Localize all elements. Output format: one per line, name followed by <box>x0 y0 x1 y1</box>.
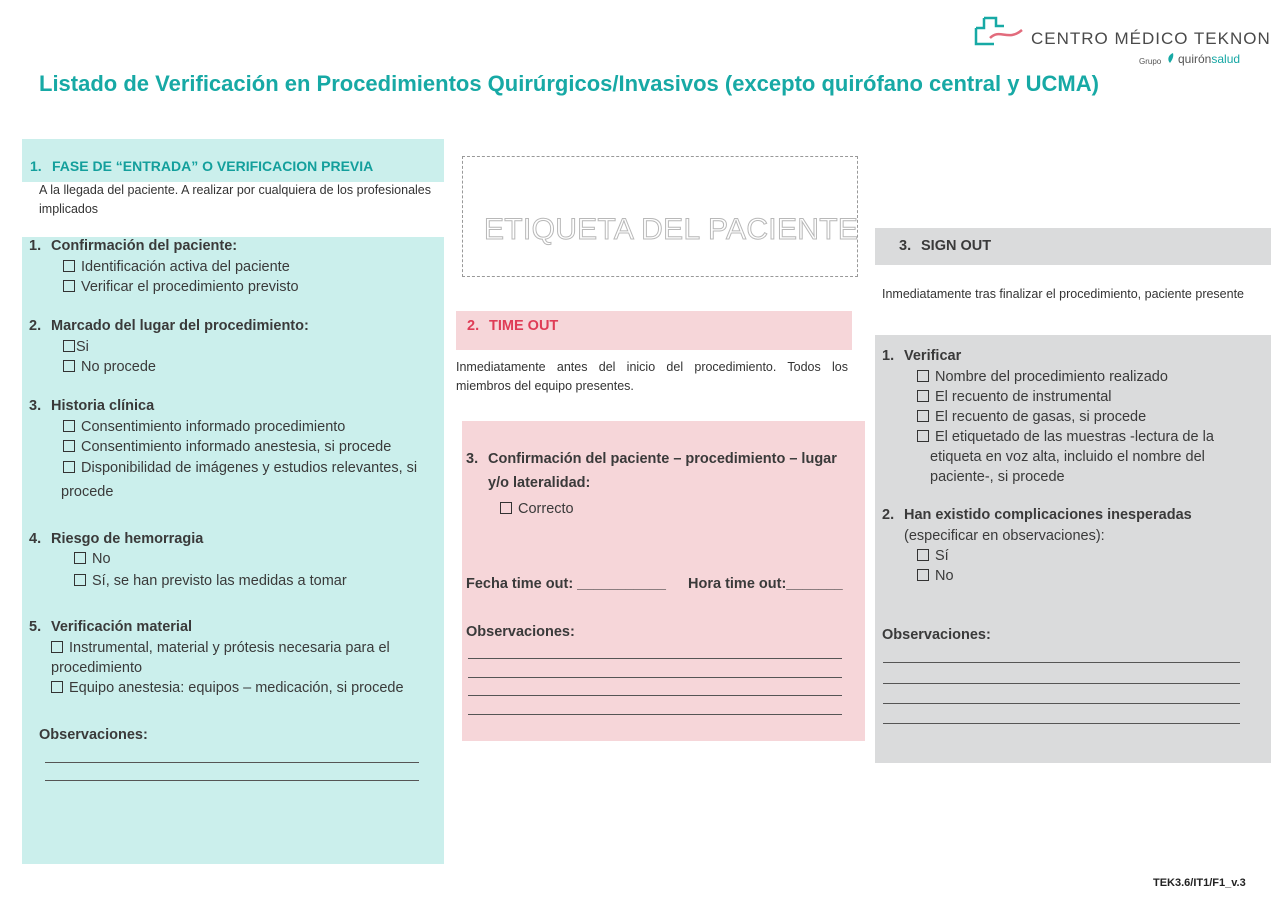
checklist-item-continuation: procedimiento <box>51 660 143 676</box>
checklist-item-label: Si <box>76 339 89 355</box>
checklist-item[interactable] <box>917 566 954 586</box>
observations-line[interactable] <box>468 714 842 715</box>
section-title: Marcado del lugar del procedimiento: <box>51 318 309 334</box>
observations-line[interactable] <box>45 780 419 781</box>
checkbox[interactable] <box>51 641 63 653</box>
observations-line[interactable] <box>883 703 1240 704</box>
checklist-item[interactable] <box>63 277 299 297</box>
phase3-section-heading <box>882 348 961 364</box>
phase1-section-heading <box>29 531 203 547</box>
checklist-item-label: Consentimiento informado procedimiento <box>81 419 346 435</box>
phase3-observations-label: Observaciones: <box>882 627 991 643</box>
checklist-item[interactable] <box>63 417 345 437</box>
section-title: Han existido complicaciones inesperadas <box>904 507 1192 523</box>
section-title: Confirmación del paciente: <box>51 238 238 254</box>
phase1-section-heading <box>29 318 309 334</box>
observations-line[interactable] <box>468 695 842 696</box>
checklist-item[interactable] <box>500 499 574 519</box>
observations-line[interactable] <box>883 723 1240 724</box>
phase3-number: 3. <box>899 238 912 254</box>
checkbox[interactable] <box>917 430 929 442</box>
checklist-item[interactable] <box>51 638 390 658</box>
checklist-item[interactable] <box>917 367 1168 387</box>
phase2-title <box>467 318 558 334</box>
section-number: 2. <box>882 507 895 523</box>
phase1-section-heading <box>29 238 237 254</box>
checklist-item[interactable] <box>63 337 89 357</box>
phase2-section-heading-cont: y/o lateralidad: <box>488 475 591 491</box>
checklist-item-continuation: etiqueta en voz alta, incluido el nombre del <box>930 449 1205 465</box>
checkbox[interactable] <box>74 552 86 564</box>
checklist-item-label: Consentimiento informado anestesia, si procede <box>81 439 392 455</box>
section-title: Riesgo de hemorragia <box>51 531 204 547</box>
checklist-item-continuation: paciente-, si procede <box>930 469 1065 485</box>
checklist-item-label: El etiquetado de las muestras -lectura de la <box>935 429 1214 445</box>
checkbox[interactable] <box>63 420 75 432</box>
checkbox[interactable] <box>917 370 929 382</box>
section-number: 4. <box>29 531 42 547</box>
checkbox[interactable] <box>63 440 75 452</box>
checklist-item-label: No <box>92 551 111 567</box>
phase2-observations-label: Observaciones: <box>466 624 575 640</box>
quironsalud-leaf-icon <box>1166 52 1176 64</box>
phase1-title <box>30 158 373 174</box>
timeout-time-field[interactable]: Hora time out:_______ <box>688 576 843 592</box>
section-number: 5. <box>29 619 42 635</box>
checklist-item[interactable] <box>63 458 417 478</box>
phase3-title <box>899 238 991 254</box>
observations-line[interactable] <box>883 683 1240 684</box>
patient-label-text: ETIQUETA DEL PACIENTE <box>484 213 859 246</box>
checklist-item-label: Nombre del procedimiento realizado <box>935 369 1168 385</box>
phase1-title-text: FASE DE “ENTRADA” O VERIFICACION PREVIA <box>52 158 374 174</box>
checkbox[interactable] <box>917 549 929 561</box>
checklist-item[interactable] <box>917 427 1214 447</box>
checkbox[interactable] <box>63 360 75 372</box>
checkbox[interactable] <box>917 569 929 581</box>
checklist-item-label: Instrumental, material y prótesis necesaria para el <box>69 640 390 656</box>
checkbox[interactable] <box>500 502 512 514</box>
phase3-section-heading <box>882 507 1192 523</box>
checklist-item[interactable] <box>63 257 290 277</box>
phase3-intro: Inmediatamente tras finalizar el procedimiento, paciente presente <box>882 287 1245 301</box>
checklist-item-label: No procede <box>81 359 156 375</box>
checklist-item[interactable] <box>917 546 949 566</box>
group-name-part-b: salud <box>1211 52 1241 66</box>
group-name-part-a: quirón <box>1178 52 1212 66</box>
section-title: Confirmación del paciente – procedimiento – lugar <box>488 451 837 467</box>
page-title: Listado de Verificación en Procedimientos Quirúrgicos/Invasivos (excepto quirófano central y UCMA) <box>39 71 1099 96</box>
checkbox[interactable] <box>917 390 929 402</box>
checkbox[interactable] <box>63 280 75 292</box>
checklist-item-label: Verificar el procedimiento previsto <box>81 279 299 295</box>
group-name <box>1178 52 1240 66</box>
document-code: TEK3.6/IT1/F1_v.3 <box>1153 877 1246 889</box>
section-number: 3. <box>466 451 479 467</box>
phase3-section-heading-cont: (especificar en observaciones): <box>904 528 1105 544</box>
checkbox[interactable] <box>63 340 75 352</box>
section-title: Historia clínica <box>51 398 155 414</box>
checklist-item-label: No <box>935 568 954 584</box>
section-number: 1. <box>29 238 42 254</box>
section-number: 3. <box>29 398 42 414</box>
checklist-item-label: Equipo anestesia: equipos – medicación, si procede <box>69 680 404 696</box>
checklist-item[interactable] <box>51 678 404 698</box>
group-label: Grupo <box>1139 57 1162 66</box>
checklist-item[interactable] <box>74 549 111 569</box>
section-number: 1. <box>882 348 895 364</box>
phase2-intro: Inmediatamente antes del inicio del procedimiento. Todos los miembros del equipo presentes. <box>456 360 848 393</box>
checklist-item[interactable] <box>917 387 1112 407</box>
checklist-item-continuation: procede <box>61 484 114 500</box>
phase1-section-heading <box>29 619 192 635</box>
checkbox[interactable] <box>74 574 86 586</box>
phase1-intro: A la llegada del paciente. A realizar por cualquiera de los profesionales implicados <box>39 183 431 216</box>
phase1-number: 1. <box>30 158 42 174</box>
checklist-item-label: Sí, se han previsto las medidas a tomar <box>92 573 347 589</box>
checklist-item-label: El recuento de gasas, si procede <box>935 409 1147 425</box>
phase1-observations-label: Observaciones: <box>39 727 148 743</box>
observations-line[interactable] <box>468 677 842 678</box>
phase2-section-heading <box>466 451 837 467</box>
checkbox[interactable] <box>917 410 929 422</box>
checklist-item-label: El recuento de instrumental <box>935 389 1112 405</box>
checklist-item-label: Correcto <box>518 501 574 517</box>
phase1-section-heading <box>29 398 154 414</box>
checklist-item[interactable] <box>74 571 347 591</box>
checklist-item-label: Sí <box>935 548 949 564</box>
checklist-item-label: Disponibilidad de imágenes y estudios relevantes, si <box>81 460 418 476</box>
checklist-item[interactable] <box>63 437 391 457</box>
checklist-item-label: Identificación activa del paciente <box>81 259 290 275</box>
observations-line[interactable] <box>45 762 419 763</box>
observations-line[interactable] <box>883 662 1240 663</box>
teknon-logo-icon <box>974 16 1024 48</box>
section-title: Verificación material <box>51 619 193 635</box>
observations-line[interactable] <box>468 658 842 659</box>
phase2-number: 2. <box>467 318 480 334</box>
phase2-title-text: TIME OUT <box>489 318 559 334</box>
timeout-date-field[interactable]: Fecha time out: ___________ <box>466 576 666 592</box>
section-title: Verificar <box>904 348 962 364</box>
checkbox[interactable] <box>63 260 75 272</box>
checklist-item[interactable] <box>917 407 1146 427</box>
checkbox[interactable] <box>63 461 75 473</box>
brand-name: CENTRO MÉDICO TEKNON <box>1031 29 1271 48</box>
phase3-title-text: SIGN OUT <box>921 238 992 254</box>
checkbox[interactable] <box>51 681 63 693</box>
checklist-item[interactable] <box>63 357 156 377</box>
section-number: 2. <box>29 318 42 334</box>
